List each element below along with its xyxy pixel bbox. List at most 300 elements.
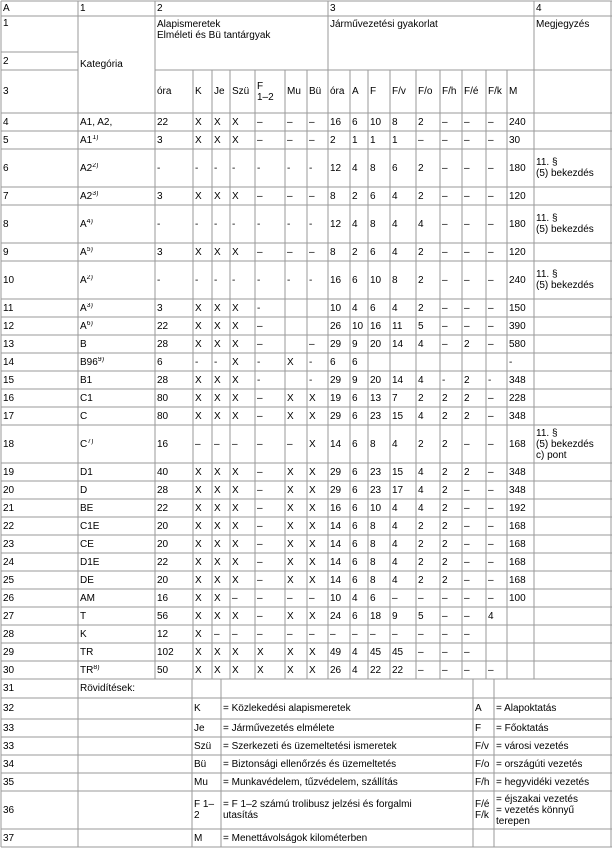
value-cell: X	[287, 485, 294, 496]
category-code: A2	[80, 163, 93, 174]
value-cell: –	[287, 247, 293, 258]
value-cell: 20	[370, 375, 382, 386]
row-number: 23	[3, 539, 15, 550]
note-cell: 11. § (5) bekezdés	[536, 269, 594, 291]
category-code: K	[80, 629, 87, 640]
category-code: A	[80, 247, 87, 258]
value-cell: -	[157, 219, 161, 230]
legend-definition: = F 1–2 számú trolibusz jelzési és forgalmi utasítás	[223, 799, 412, 821]
value-cell: –	[257, 439, 263, 450]
value-cell: –	[488, 503, 494, 514]
legend-abbrev: F/v	[475, 741, 489, 752]
value-cell: X	[214, 503, 221, 514]
value-cell: –	[442, 665, 448, 676]
legend-abbrev: M	[194, 833, 203, 844]
row-number: 27	[3, 611, 15, 622]
subheader-0: óra	[157, 86, 172, 97]
value-cell: X	[195, 191, 202, 202]
value-cell: X	[195, 393, 202, 404]
value-cell: –	[352, 629, 358, 640]
category-cell	[78, 275, 155, 286]
value-cell: 80	[157, 393, 169, 404]
column-letter-2: 2	[157, 3, 163, 14]
value-cell: –	[488, 247, 494, 258]
value-cell: –	[370, 629, 376, 640]
footnote-ref: 4)	[86, 219, 93, 225]
value-cell: X	[232, 339, 239, 350]
value-cell: 8	[370, 539, 376, 550]
value-cell: -	[214, 163, 218, 174]
category-cell	[78, 575, 155, 586]
value-cell: –	[309, 593, 315, 604]
row-number: 15	[3, 375, 15, 386]
value-cell: X	[195, 303, 202, 314]
category-code: DE	[80, 575, 94, 586]
value-cell: 120	[509, 191, 526, 202]
column-letter-3: 3	[330, 3, 336, 14]
value-cell: –	[418, 665, 424, 676]
value-cell: 180	[509, 219, 526, 230]
value-cell: X	[195, 521, 202, 532]
legend-definition: = Biztonsági ellenőrzés és üzemeltetés	[223, 759, 397, 770]
value-cell: 8	[370, 575, 376, 586]
category-cell	[78, 303, 155, 314]
category-code: A1, A2,	[80, 117, 113, 128]
value-cell: 6	[352, 357, 358, 368]
column-letter-4: 4	[536, 3, 542, 14]
value-cell: X	[214, 247, 221, 258]
value-cell: -	[195, 275, 199, 286]
value-cell: 2	[442, 521, 448, 532]
value-cell: 28	[157, 339, 169, 350]
value-cell: –	[442, 135, 448, 146]
row-number: 10	[3, 275, 15, 286]
value-cell: 168	[509, 539, 526, 550]
value-cell: –	[442, 247, 448, 258]
value-cell: 22	[157, 503, 169, 514]
value-cell: 56	[157, 611, 169, 622]
value-cell: -	[442, 375, 446, 386]
value-cell: –	[464, 219, 470, 230]
value-cell: X	[287, 665, 294, 676]
value-cell: 2	[418, 247, 424, 258]
value-cell: 5	[418, 611, 424, 622]
notes-header: Megjegyzés	[536, 19, 590, 30]
value-cell: –	[232, 629, 238, 640]
value-cell: -	[287, 163, 291, 174]
value-cell: 15	[392, 411, 404, 422]
value-cell: –	[442, 275, 448, 286]
value-cell: 30	[509, 135, 521, 146]
category-cell	[78, 593, 155, 604]
legend-title: Rövidítések:	[80, 683, 136, 694]
value-cell: –	[488, 485, 494, 496]
value-cell: X	[232, 485, 239, 496]
value-cell: –	[232, 439, 238, 450]
value-cell: 2	[464, 411, 470, 422]
header-row-number: 2	[3, 56, 9, 67]
value-cell: 6	[352, 411, 358, 422]
value-cell: 4	[352, 303, 358, 314]
value-cell: 4	[418, 339, 424, 350]
row-number: 11	[3, 303, 14, 314]
category-cell	[78, 339, 155, 350]
value-cell: 1	[352, 135, 358, 146]
value-cell: 228	[509, 393, 526, 404]
value-cell: X	[214, 393, 221, 404]
value-cell: –	[418, 647, 424, 658]
category-code: A	[80, 275, 87, 286]
footnote-ref: 3)	[92, 191, 99, 197]
value-cell: –	[488, 321, 494, 332]
footnote-ref: 5)	[86, 247, 93, 253]
category-cell	[78, 485, 155, 496]
value-cell: –	[442, 629, 448, 640]
value-cell: –	[464, 611, 470, 622]
value-cell: 4	[392, 439, 398, 450]
category-cell	[78, 521, 155, 532]
subheader-8: A	[352, 86, 359, 97]
row-number: 34	[3, 759, 15, 770]
value-cell: –	[309, 339, 315, 350]
value-cell: 16	[330, 117, 342, 128]
value-cell: 240	[509, 275, 526, 286]
value-cell: X	[287, 521, 294, 532]
value-cell: 240	[509, 117, 526, 128]
category-code: BE	[80, 503, 94, 514]
value-cell: X	[309, 467, 316, 478]
value-cell: 2	[442, 393, 448, 404]
value-cell: 2	[464, 375, 470, 386]
value-cell: 10	[330, 303, 342, 314]
category-code: C1	[80, 393, 93, 404]
subheader-5: Mu	[287, 86, 301, 97]
value-cell: –	[257, 593, 263, 604]
value-cell: –	[464, 575, 470, 586]
category-cell	[78, 503, 155, 514]
value-cell: –	[257, 135, 263, 146]
value-cell: 6	[370, 593, 376, 604]
legend-abbrev: Szü	[194, 741, 212, 752]
value-cell: X	[309, 393, 316, 404]
value-cell: X	[232, 611, 239, 622]
footnote-ref: 6)	[86, 321, 93, 327]
value-cell: X	[287, 467, 294, 478]
value-cell: 4	[352, 647, 358, 658]
value-cell: –	[488, 467, 494, 478]
value-cell: –	[464, 665, 470, 676]
value-cell: 6	[352, 439, 358, 450]
value-cell: -	[509, 357, 513, 368]
value-cell: 348	[509, 411, 526, 422]
value-cell: 4	[418, 411, 424, 422]
value-cell: 13	[370, 393, 382, 404]
value-cell: 6	[352, 485, 358, 496]
value-cell: -	[195, 163, 199, 174]
value-cell: 2	[442, 467, 448, 478]
value-cell: –	[442, 647, 448, 658]
legend-abbrev: K	[194, 703, 201, 714]
legend-abbrev: Je	[194, 723, 205, 734]
value-cell: –	[257, 339, 263, 350]
value-cell: X	[257, 647, 264, 658]
value-cell: –	[464, 521, 470, 532]
category-code: C	[80, 439, 88, 450]
value-cell: 22	[370, 665, 382, 676]
value-cell: 8	[392, 275, 398, 286]
value-cell: –	[488, 593, 494, 604]
value-cell: -	[287, 275, 291, 286]
value-cell: –	[257, 521, 263, 532]
value-cell: 8	[330, 247, 336, 258]
value-cell: 4	[392, 503, 398, 514]
subheader-13: F/é	[464, 86, 479, 97]
category-code: AM	[80, 593, 95, 604]
value-cell: 4	[392, 191, 398, 202]
value-cell: X	[195, 593, 202, 604]
value-cell: X	[287, 611, 294, 622]
legend-abbrev: F/h	[475, 777, 490, 788]
value-cell: 2	[418, 303, 424, 314]
value-cell: X	[309, 647, 316, 658]
value-cell: -	[232, 275, 236, 286]
value-cell: 4	[352, 219, 358, 230]
value-cell: X	[257, 665, 264, 676]
category-cell	[78, 219, 155, 230]
value-cell: –	[257, 393, 263, 404]
category-cell	[78, 665, 155, 676]
value-cell: X	[195, 339, 202, 350]
value-cell: 2	[464, 339, 470, 350]
value-cell: X	[214, 135, 221, 146]
value-cell: 120	[509, 247, 526, 258]
value-cell: –	[418, 629, 424, 640]
value-cell: 18	[370, 611, 382, 622]
category-code: C1E	[80, 521, 100, 532]
subheader-7: óra	[330, 86, 345, 97]
row-number: 16	[3, 393, 15, 404]
value-cell: -	[309, 219, 313, 230]
category-code: A	[80, 321, 87, 332]
value-cell: 28	[157, 375, 169, 386]
value-cell: 168	[509, 575, 526, 586]
value-cell: –	[442, 593, 448, 604]
value-cell: –	[464, 135, 470, 146]
category-code: D1E	[80, 557, 100, 568]
category-cell	[78, 439, 155, 450]
row-number: 20	[3, 485, 15, 496]
value-cell: –	[309, 117, 315, 128]
value-cell: –	[257, 117, 263, 128]
value-cell: 2	[418, 539, 424, 550]
value-cell: X	[214, 611, 221, 622]
value-cell: 23	[370, 411, 382, 422]
value-cell: 80	[157, 411, 169, 422]
value-cell: 2	[330, 135, 336, 146]
value-cell: 168	[509, 521, 526, 532]
value-cell: -	[214, 219, 218, 230]
value-cell: 3	[157, 135, 163, 146]
value-cell: –	[309, 191, 315, 202]
value-cell: –	[464, 303, 470, 314]
value-cell: 6	[370, 303, 376, 314]
value-cell: X	[195, 375, 202, 386]
value-cell: –	[442, 163, 448, 174]
category-cell	[78, 247, 155, 258]
value-cell: X	[309, 575, 316, 586]
value-cell: X	[195, 485, 202, 496]
value-cell: -	[214, 275, 218, 286]
value-cell: X	[232, 647, 239, 658]
value-cell: –	[214, 439, 220, 450]
category-cell	[78, 135, 155, 146]
value-cell: –	[488, 163, 494, 174]
value-cell: -	[257, 375, 261, 386]
value-cell: 3	[157, 247, 163, 258]
row-number: 30	[3, 665, 15, 676]
value-cell: 6	[352, 521, 358, 532]
value-cell: –	[442, 219, 448, 230]
value-cell: –	[488, 339, 494, 350]
value-cell: 8	[370, 219, 376, 230]
value-cell: 16	[157, 439, 169, 450]
value-cell: –	[442, 117, 448, 128]
footnote-ref: 2)	[92, 163, 99, 169]
legend-definition: = Szerkezeti és üzemeltetési ismeretek	[223, 741, 397, 752]
value-cell: X	[214, 521, 221, 532]
value-cell: X	[214, 485, 221, 496]
value-cell: –	[257, 539, 263, 550]
value-cell: 8	[330, 191, 336, 202]
value-cell: 6	[352, 275, 358, 286]
note-cell: 11. § (5) bekezdés	[536, 157, 594, 179]
category-cell	[78, 117, 155, 128]
value-cell: X	[214, 557, 221, 568]
value-cell: –	[442, 321, 448, 332]
value-cell: 150	[509, 303, 526, 314]
value-cell: 8	[392, 117, 398, 128]
value-cell: 9	[392, 611, 398, 622]
value-cell: 6	[330, 357, 336, 368]
row-number: 25	[3, 575, 15, 586]
value-cell: –	[257, 467, 263, 478]
value-cell: 348	[509, 375, 526, 386]
subheader-10: F/v	[392, 86, 406, 97]
value-cell: 40	[157, 467, 169, 478]
value-cell: –	[257, 321, 263, 332]
row-number: 26	[3, 593, 15, 604]
row-number: 21	[3, 503, 15, 514]
value-cell: 16	[330, 503, 342, 514]
value-cell: 22	[157, 117, 169, 128]
value-cell: X	[232, 321, 239, 332]
legend-definition: = Munkavédelem, tűzvédelem, szállítás	[223, 777, 398, 788]
value-cell: 2	[442, 575, 448, 586]
value-cell: –	[488, 117, 494, 128]
value-cell: 6	[352, 539, 358, 550]
value-cell: –	[488, 135, 494, 146]
category-code: D	[80, 485, 88, 496]
value-cell: X	[195, 135, 202, 146]
value-cell: –	[488, 303, 494, 314]
value-cell: X	[309, 485, 316, 496]
value-cell: 19	[330, 393, 342, 404]
category-code: D1	[80, 467, 93, 478]
value-cell: 4	[392, 539, 398, 550]
value-cell: 20	[157, 539, 169, 550]
value-cell: -	[309, 275, 313, 286]
value-cell: –	[309, 629, 315, 640]
value-cell: X	[309, 665, 316, 676]
value-cell: 4	[392, 557, 398, 568]
value-cell: –	[464, 629, 470, 640]
value-cell: X	[287, 411, 294, 422]
row-number: 8	[3, 219, 9, 230]
column-letter-0: A	[3, 3, 10, 14]
category-code: B1	[80, 375, 93, 386]
value-cell: –	[257, 629, 263, 640]
value-cell: –	[464, 247, 470, 258]
value-cell: –	[464, 503, 470, 514]
subheader-1: K	[195, 86, 202, 97]
value-cell: X	[232, 117, 239, 128]
value-cell: 192	[509, 503, 526, 514]
value-cell: 22	[157, 321, 169, 332]
value-cell: X	[195, 539, 202, 550]
value-cell: X	[214, 467, 221, 478]
value-cell: 28	[157, 485, 169, 496]
value-cell: 2	[442, 411, 448, 422]
value-cell: –	[488, 557, 494, 568]
legend-definition: = Közlekedési alapismeretek	[223, 703, 351, 714]
value-cell: X	[195, 247, 202, 258]
legend-definition: = országúti vezetés	[496, 759, 583, 770]
value-cell: 29	[330, 375, 342, 386]
value-cell: 14	[330, 557, 342, 568]
value-cell: –	[464, 275, 470, 286]
value-cell: -	[195, 219, 199, 230]
value-cell: –	[488, 575, 494, 586]
value-cell: -	[257, 163, 261, 174]
value-cell: 20	[370, 339, 382, 350]
value-cell: 11	[392, 321, 403, 332]
value-cell: 24	[330, 611, 342, 622]
value-cell: 16	[330, 275, 342, 286]
value-cell: –	[488, 439, 494, 450]
value-cell: 22	[392, 665, 404, 676]
value-cell: X	[195, 117, 202, 128]
category-cell	[78, 163, 155, 174]
value-cell: X	[309, 411, 316, 422]
value-cell: 4	[352, 665, 358, 676]
subheader-2: Je	[214, 86, 225, 97]
value-cell: –	[442, 611, 448, 622]
category-code: TR	[80, 647, 94, 658]
value-cell: –	[464, 557, 470, 568]
subheader-14: F/k	[488, 86, 502, 97]
value-cell: X	[309, 521, 316, 532]
value-cell: 6	[392, 163, 398, 174]
value-cell: 20	[157, 575, 169, 586]
value-cell: –	[488, 275, 494, 286]
category-cell	[78, 411, 155, 422]
value-cell: 23	[370, 485, 382, 496]
value-cell: 168	[509, 439, 526, 450]
footnote-ref: 9)	[97, 357, 105, 363]
row-number: 5	[3, 135, 9, 146]
value-cell: X	[232, 411, 239, 422]
category-code: T	[80, 611, 87, 622]
